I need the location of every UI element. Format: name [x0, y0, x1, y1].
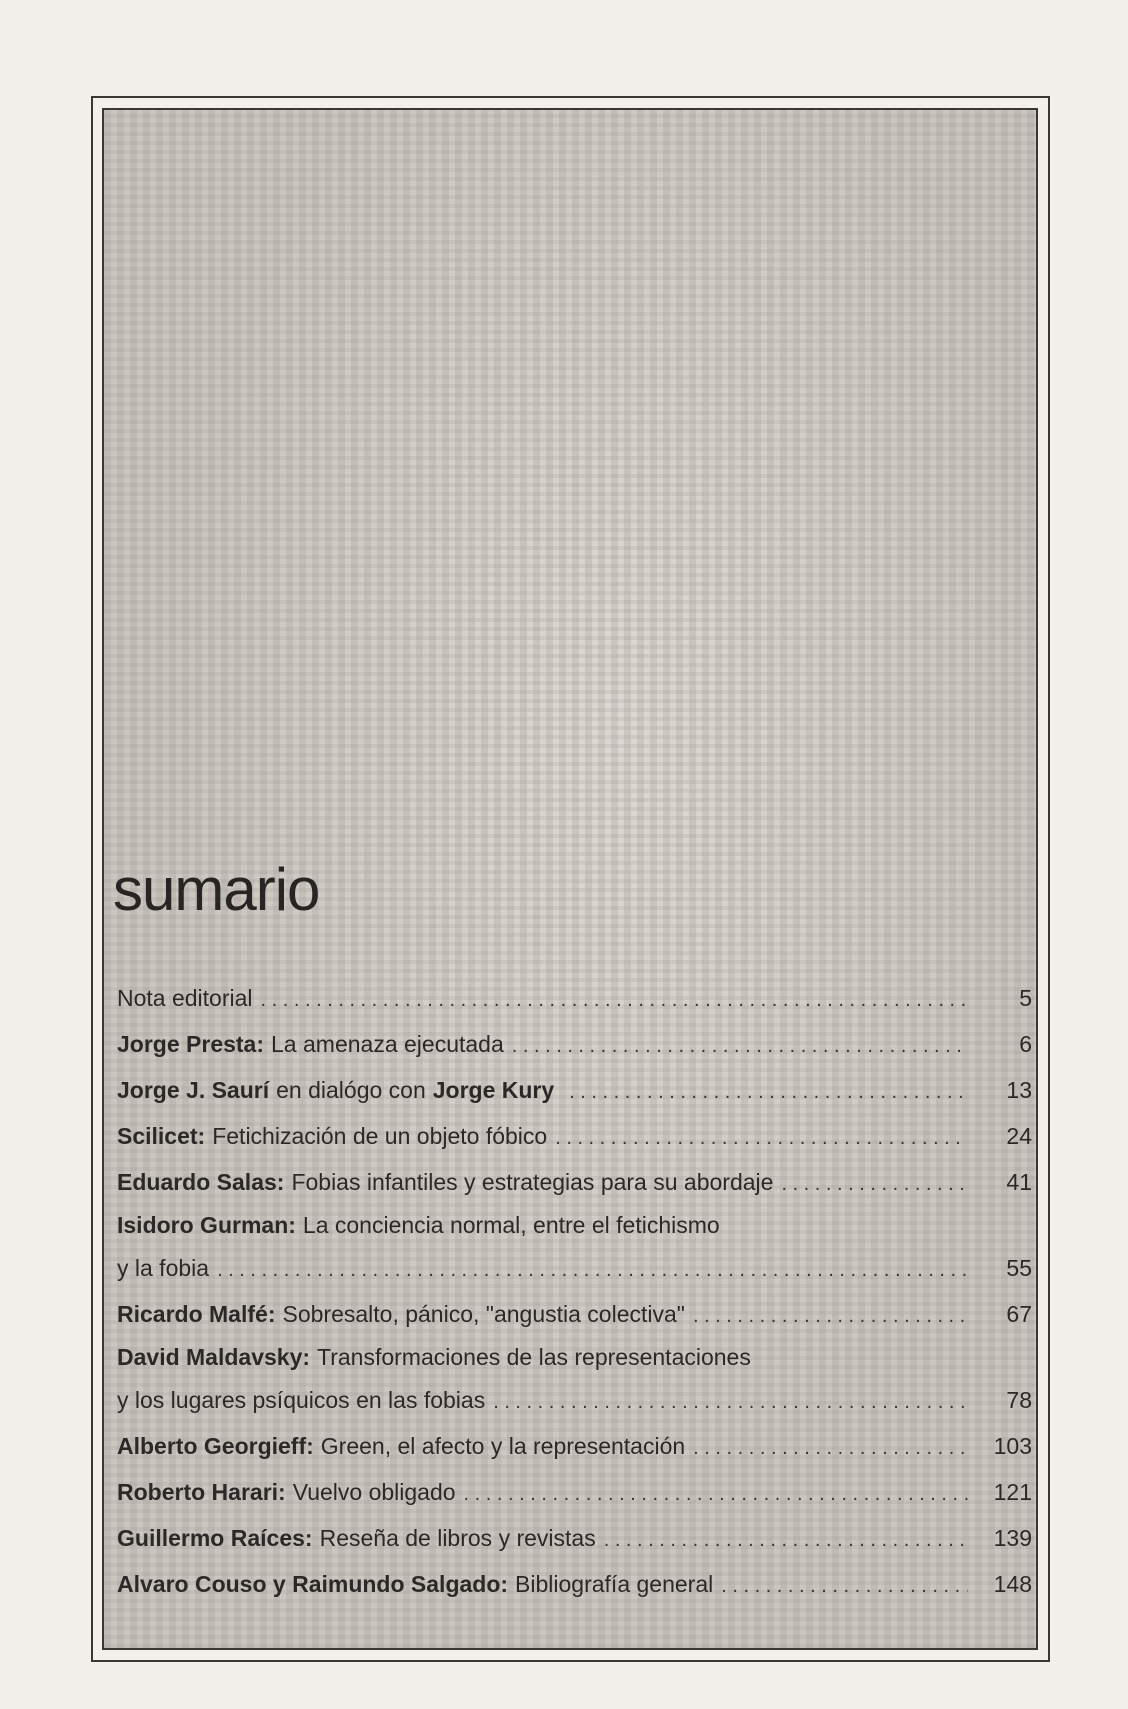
toc-entry[interactable] — [117, 1423, 1032, 1469]
entry-title: La amenaza ejecutada — [271, 1031, 504, 1057]
page-number: 55 — [1006, 1255, 1032, 1281]
entry-title-continuation: y los lugares psíquicos en las fobias — [117, 1387, 486, 1413]
page-number: 67 — [1006, 1301, 1032, 1327]
dot-leader — [555, 1115, 968, 1161]
table-of-contents — [117, 975, 1032, 1607]
entry-title: Sobresalto, pánico, "angustia colectiva" — [282, 1301, 685, 1327]
entry-author: Roberto Harari: — [117, 1479, 286, 1505]
page-number: 13 — [1006, 1077, 1032, 1103]
toc-entry[interactable] — [117, 1159, 1032, 1205]
page-number: 5 — [1019, 985, 1032, 1011]
toc-entry[interactable] — [117, 1291, 1032, 1337]
entry-author: Alvaro Couso y Raimundo Salgado: — [117, 1571, 509, 1597]
entry-title: Nota editorial — [117, 985, 253, 1011]
dot-leader — [512, 1023, 968, 1069]
entry-author: Guillermo Raíces: — [117, 1525, 313, 1551]
page-number: 139 — [993, 1525, 1032, 1551]
entry-title: en dialógo con — [276, 1077, 426, 1103]
dot-leader — [604, 1517, 968, 1563]
toc-entry[interactable] — [117, 1205, 1032, 1291]
entry-title: Fobias infantiles y estrategias para su abordaje — [291, 1169, 774, 1195]
toc-entry[interactable] — [117, 1515, 1032, 1561]
page-number: 6 — [1019, 1031, 1032, 1057]
page-number: 103 — [993, 1433, 1032, 1459]
dot-leader — [721, 1563, 968, 1609]
entry-author: David Maldavsky: — [117, 1344, 311, 1370]
page-number: 24 — [1006, 1123, 1032, 1149]
dot-leader — [261, 977, 968, 1023]
toc-entry[interactable] — [117, 1067, 1032, 1113]
entry-author: Jorge J. Saurí — [117, 1077, 270, 1103]
entry-title: Green, el afecto y la representación — [320, 1433, 686, 1459]
dot-leader — [217, 1247, 968, 1293]
entry-author: Jorge Presta: — [117, 1031, 265, 1057]
page-title: sumario — [113, 856, 320, 923]
entry-author: Eduardo Salas: — [117, 1169, 285, 1195]
toc-entry[interactable] — [117, 1561, 1032, 1607]
page-number: 148 — [993, 1571, 1032, 1597]
dot-leader — [493, 1379, 968, 1425]
entry-title: Reseña de libros y revistas — [319, 1525, 596, 1551]
entry-title: Fetichización de un objeto fóbico — [212, 1123, 548, 1149]
entry-title: La conciencia normal, entre el fetichismo — [302, 1212, 720, 1238]
entry-author: Isidoro Gurman: — [117, 1212, 296, 1238]
page-number: 121 — [993, 1479, 1032, 1505]
toc-entry[interactable] — [117, 1113, 1032, 1159]
toc-entry[interactable] — [117, 975, 1032, 1021]
toc-entry[interactable] — [117, 1337, 1032, 1423]
entry-author: Ricardo Malfé: — [117, 1301, 276, 1327]
page-number: 78 — [1006, 1387, 1032, 1413]
entry-title-continuation: y la fobia — [117, 1255, 210, 1281]
dot-leader — [569, 1069, 968, 1115]
entry-author-secondary: Jorge Kury — [432, 1077, 555, 1103]
entry-title: Transformaciones de las representaciones — [317, 1344, 751, 1370]
toc-entry[interactable] — [117, 1469, 1032, 1515]
dot-leader — [693, 1425, 968, 1471]
entry-title: Vuelvo obligado — [292, 1479, 456, 1505]
dot-leader — [464, 1471, 968, 1517]
dot-leader — [693, 1293, 968, 1339]
dot-leader — [781, 1161, 968, 1207]
toc-entry[interactable] — [117, 1021, 1032, 1067]
entry-author: Scilicet: — [117, 1123, 206, 1149]
entry-title: Bibliografía general — [515, 1571, 714, 1597]
entry-author: Alberto Georgieff: — [117, 1433, 314, 1459]
page-number: 41 — [1006, 1169, 1032, 1195]
